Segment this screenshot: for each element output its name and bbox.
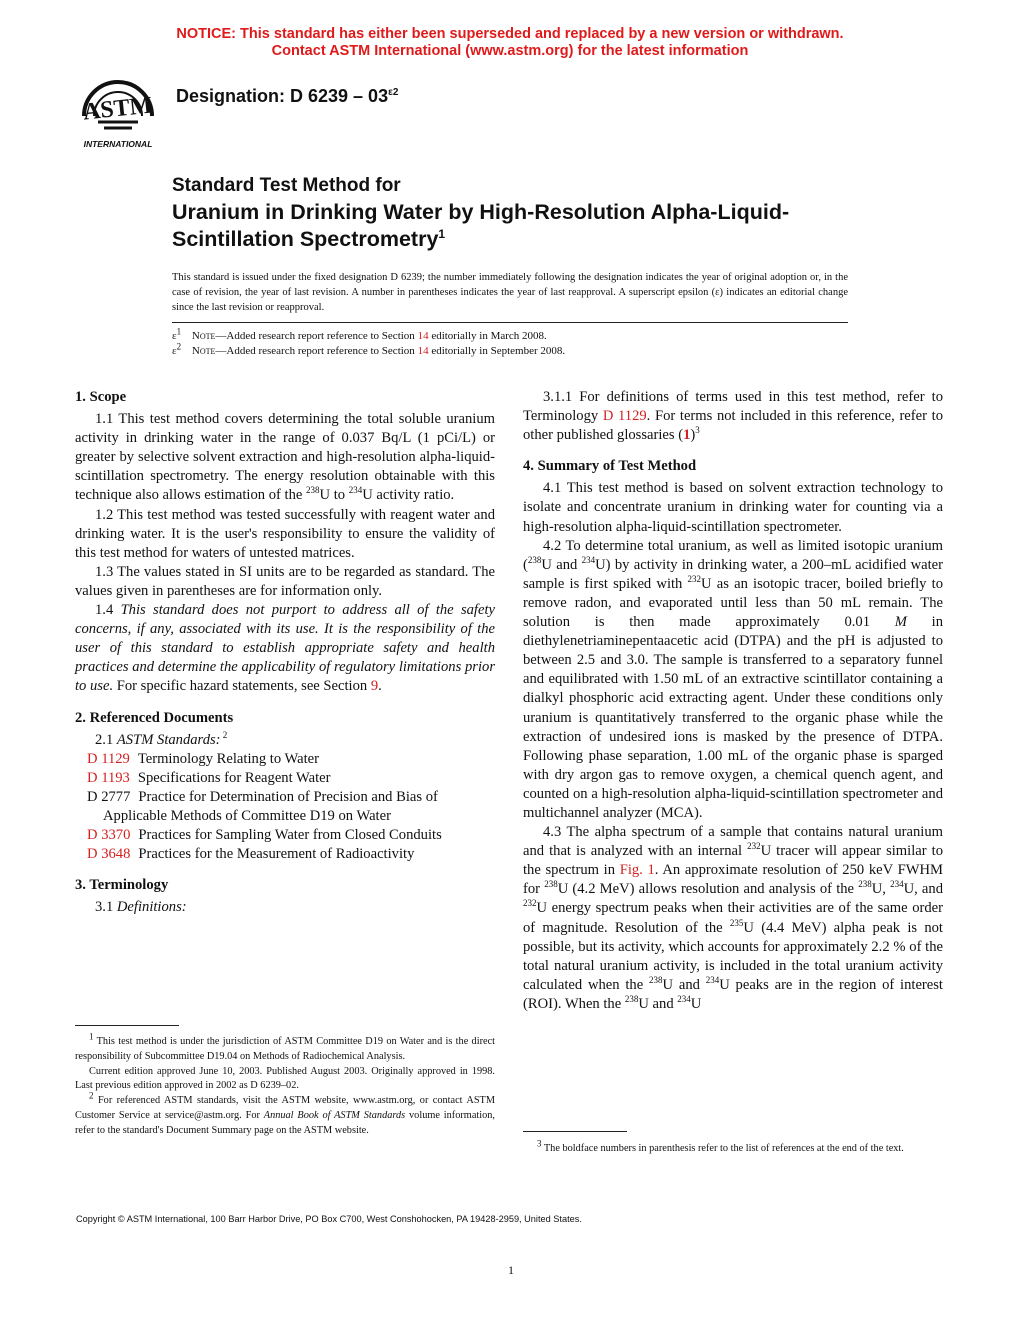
referenced-document-item [75,826,495,845]
section-14-link[interactable]: 14 [417,345,429,357]
para-3-1: 3.1 Definitions: [95,899,187,916]
reference-1-link[interactable]: 1 [683,427,691,444]
footnote-3: $^3$ The boldface numbers in parenthesis refer to the list of references at the end of the text. [537,1138,904,1154]
para-4-1: 4.1 This test method is based on solvent extraction technology to isolate and concentrate uranium in drinking water for counting via a high-resolution alpha-liquid-scintillation spectrometer. [523,480,943,535]
referenced-document-title: Specifications for Reagent Water [137,769,331,786]
referenced-document-code[interactable]: D 3370 [87,827,131,844]
designation [176,86,398,107]
section-9-link[interactable]: 9 [370,678,379,695]
notice-line-2: Contact ASTM International (www.astm.org) for the latest information [271,43,749,59]
astm-logo [74,72,162,150]
title-line-2 [172,199,872,253]
referenced-document-code[interactable]: D 1193 [87,769,130,786]
footnotes-left [75,1031,496,1139]
d1129-link[interactable]: D 1129 [602,408,647,425]
section-2-heading: 2. Referenced Documents [75,709,234,726]
astm-logo-mark [74,72,162,150]
logo-international: INTERNATIONAL [83,139,153,149]
para-4-2: 4.2 To determine total uranium, as well as limited isotopic uranium ($^{238}$U and $^{234}$U) by activity in drinking water, a 200–mL acidified water sample is first spiked with $^{232}$U as an isotopic tracer, boiled briefly to remove radon, and evaporated until less than 50 mL remain. The solution is then made approximately 0.01 M in diethylenetriaminepentaacetic acid (DTPA) and the pH is adjusted to between 2.5 and 3.0. The sample is transferred to a separatory funnel and equilibrated with 1.50 mL of an extractive scintillator containing a dialkyl phosphoric acid extracting agent. Under these conditions only uranium is quantitatively transferred to the organic phase while the extraction of undesired ions is masked by the presence of DTPA. Following phase separation, 1.00 mL of the organic phase is sparged with dry argon gas to remove oxygen, a chemical quench agent, and counted on a high-resolution alpha-liquid-scintillation spectrometer and multichannel analyzer (MCA). [523,537,944,821]
referenced-document-item [75,788,495,826]
footnote-2: $^2$ For referenced ASTM standards, visit the ASTM website, www.astm.org, or contact ASTM Customer Service at service@astm.org. For Annual Book of ASTM Standards volume information, refer to the standard's Document Summary page on the ASTM website. [75,1090,496,1136]
designation-epsilon: ε2 [388,87,399,98]
referenced-document-code: D 2777 [87,788,131,805]
section-3-heading: 3. Terminology [75,877,169,894]
para-1-1: 1.1 This test method covers determining the total soluble uranium activity in drinking water in the range of 0.037 Bq/L (1 pCi/L) or greater by selective solvent extraction and high-resolution alpha-liquid-scintillation spectrometry. The energy resolution obtainable with this technique also allows estimation of the $^{238}$U to $^{234}$U activity ratio. [75,411,495,504]
referenced-document-title: Practices for Sampling Water from Closed Conduits [138,827,442,844]
title-main: Uranium in Drinking Water by High-Resolution Alpha-Liquid-Scintillation Spectrometry [172,200,790,251]
referenced-document-title: Practice for Determination of Precision and Bias of Applicable Methods of Committee D19 on Water [103,788,438,824]
referenced-document-title: Terminology Relating to Water [137,750,319,767]
footnote-rule-right [523,1131,627,1132]
para-3-1-1: 3.1.1 For definitions of terms used in this test method, refer to Terminology D 1129. For terms not included in this reference, refer to other published glossaries $(1)^3$ [523,389,943,444]
para-1-4: 1.4 This standard does not purport to address all of the safety concerns, if any, associated with its use. It is the responsibility of the user of this standard to establish appropriate safety and health practices and determine the applicability of regulatory limitations prior to use. For specific hazard statements, see Section 9. [75,602,495,695]
right-column [523,388,943,1014]
header-divider [172,322,848,323]
footnote-1-edition: Current edition approved June 10, 2003. Published August 2003. Originally approved in 1998. Last previous edition approved in 2002 as D 6239–02. [75,1065,495,1092]
para-2-1: 2.1 ASTM Standards: $^2$ [95,729,228,748]
referenced-document-code[interactable]: D 3648 [87,846,131,863]
epsilon-note-2: $\varepsilon^2$ Note—Added research report reference to Section 14 editorially in September 2008. [172,341,566,357]
footnotes-right [523,1138,943,1157]
para-1-3: 1.3 The values stated in SI units are to be regarded as standard. The values given in parentheses are for information only. [75,563,495,599]
section-4-heading: 4. Summary of Test Method [523,458,697,475]
referenced-document-title: Practices for the Measurement of Radioactivity [138,846,415,863]
referenced-document-code[interactable]: D 1129 [87,750,130,767]
para-1-2: 1.2 This test method was tested successfully with reagent water and drinking water. It is the user's responsibility to ensure the validity of this test method for waters of untested matrices. [75,506,495,561]
referenced-document-item [75,845,495,864]
issued-statement: This standard is issued under the fixed designation D 6239; the number immediately following the designation indicates the year of original adoption or, in the case of revision, the year of last revision. A number in parentheses indicates the year of last reapproval. A superscript epsilon (ε) indicates an editorial change since the last revision or reapproval. [172,272,848,313]
epsilon-note-1: $\varepsilon^1$ Note—Added research report reference to Section 14 editorially in March 2008. [172,326,547,342]
referenced-document-item [75,750,495,769]
section-14-link[interactable]: 14 [417,330,429,342]
section-1-heading: 1. Scope [75,389,127,405]
withdrawal-notice [0,26,1020,60]
fig-1-link[interactable]: Fig. 1 [619,862,655,879]
left-column [75,388,495,917]
copyright-line: Copyright © ASTM International, 100 Barr Harbor Drive, PO Box C700, West Conshohocken, PA 19428-2959, United States. [76,1214,582,1224]
designation-text: Designation: D 6239 – 03 [176,86,389,106]
logo-letters: ASTM [81,92,154,126]
footnote-rule-left [75,1025,179,1026]
page-number: 1 [508,1263,514,1277]
notice-line-1: NOTICE: This standard has either been superseded and replaced by a new version or withdrawn. [176,26,844,42]
title-footnote-mark: 1 [438,226,446,241]
referenced-document-item [75,769,495,788]
referenced-documents-list [75,750,495,865]
title-line-1: Standard Test Method for [172,175,401,196]
para-4-3: 4.3 The alpha spectrum of a sample that contains natural uranium and that is analyzed with an internal $^{232}$U tracer will appear similar to the spectrum in Fig. 1. An approximate resolution of 250 keV FWHM for $^{238}$U (4.2 MeV) allows resolution and analysis of the $^{238}$U, $^{234}$U, and $^{232}$U energy spectrum peaks when their activities are of the same order of magnitude. Resolution of the $^{235}$U (4.4 MeV) alpha peak is not possible, but its activity, which accounts for approximately 2.2 % of the total natural uranium activity, is included in the total uranium activity calculated when the $^{238}$U and $^{234}$U peaks are in the region of interest (ROI). When the $^{238}$U and $^{234}$U [523,824,944,1012]
footnote-1: $^1$ This test method is under the jurisdiction of ASTM Committee D19 on Water and is the direct responsibility of Subcommittee D19.04 on Methods of Radiochemical Analysis. [75,1031,495,1062]
